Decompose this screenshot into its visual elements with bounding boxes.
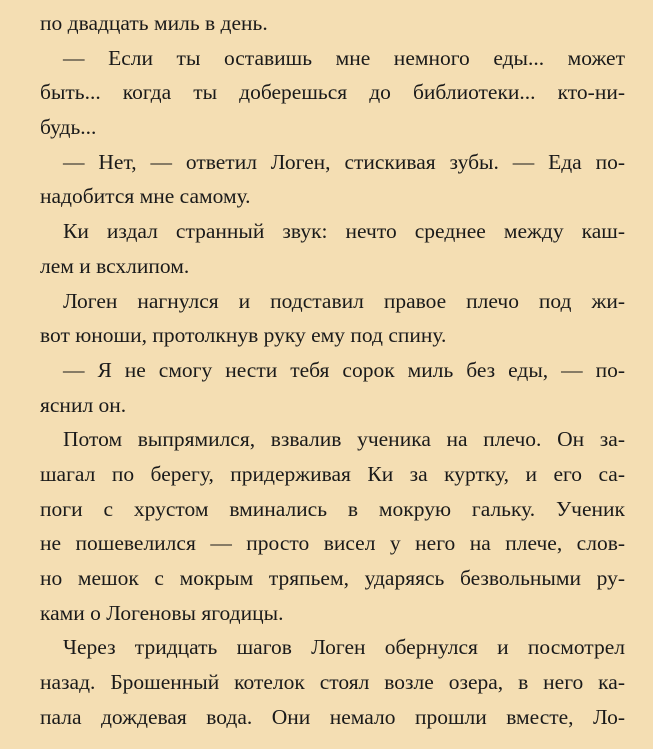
text-line: не пошевелился — просто висел у него на плече, слов- <box>40 531 625 556</box>
text-line: лем и всхлипом. <box>40 253 190 278</box>
text-line: ками о Логеновы ягодицы. <box>40 600 284 625</box>
text-line: надобится мне самому. <box>40 184 251 209</box>
text-line: — Я не смогу нести тебя сорок миль без еды, — по- <box>63 357 625 382</box>
text-line: пала дождевая вода. Они немало прошли вместе, Ло- <box>40 704 625 729</box>
text-line: Через тридцать шагов Логен обернулся и посмотрел <box>63 635 625 660</box>
text-line: но мешок с мокрым тряпьем, ударяясь безвольными ру- <box>40 566 625 590</box>
text-line: быть... когда ты доберешься до библиотеки... кто-ни- <box>40 80 625 105</box>
document-page <box>40 6 625 734</box>
text-line: шагал по берегу, придерживая Ки за куртку, и его са- <box>40 461 625 486</box>
text-line: поги с хрустом вминались в мокрую гальку. Ученик <box>40 496 625 521</box>
text-line: — Если ты оставишь мне немного еды... может <box>63 45 625 70</box>
text-line: Логен нагнулся и подставил правое плечо под жи- <box>63 288 625 313</box>
text-line: Ки издал странный звук: нечто среднее между каш- <box>63 219 625 244</box>
text-line: Потом выпрямился, взвалив ученика на плечо. Он за- <box>63 427 625 452</box>
text-line: будь... <box>40 115 97 140</box>
text-line: яснил он. <box>40 392 127 417</box>
text-line: назад. Брошенный котелок стоял возле озера, в него ка- <box>40 670 625 695</box>
text-line: — Нет, — ответил Логен, стискивая зубы. — Еда по- <box>63 149 625 174</box>
text-line: вот юноши, протолкнув руку ему под спину. <box>40 323 447 348</box>
text-line: по двадцать миль в день. <box>40 11 268 35</box>
